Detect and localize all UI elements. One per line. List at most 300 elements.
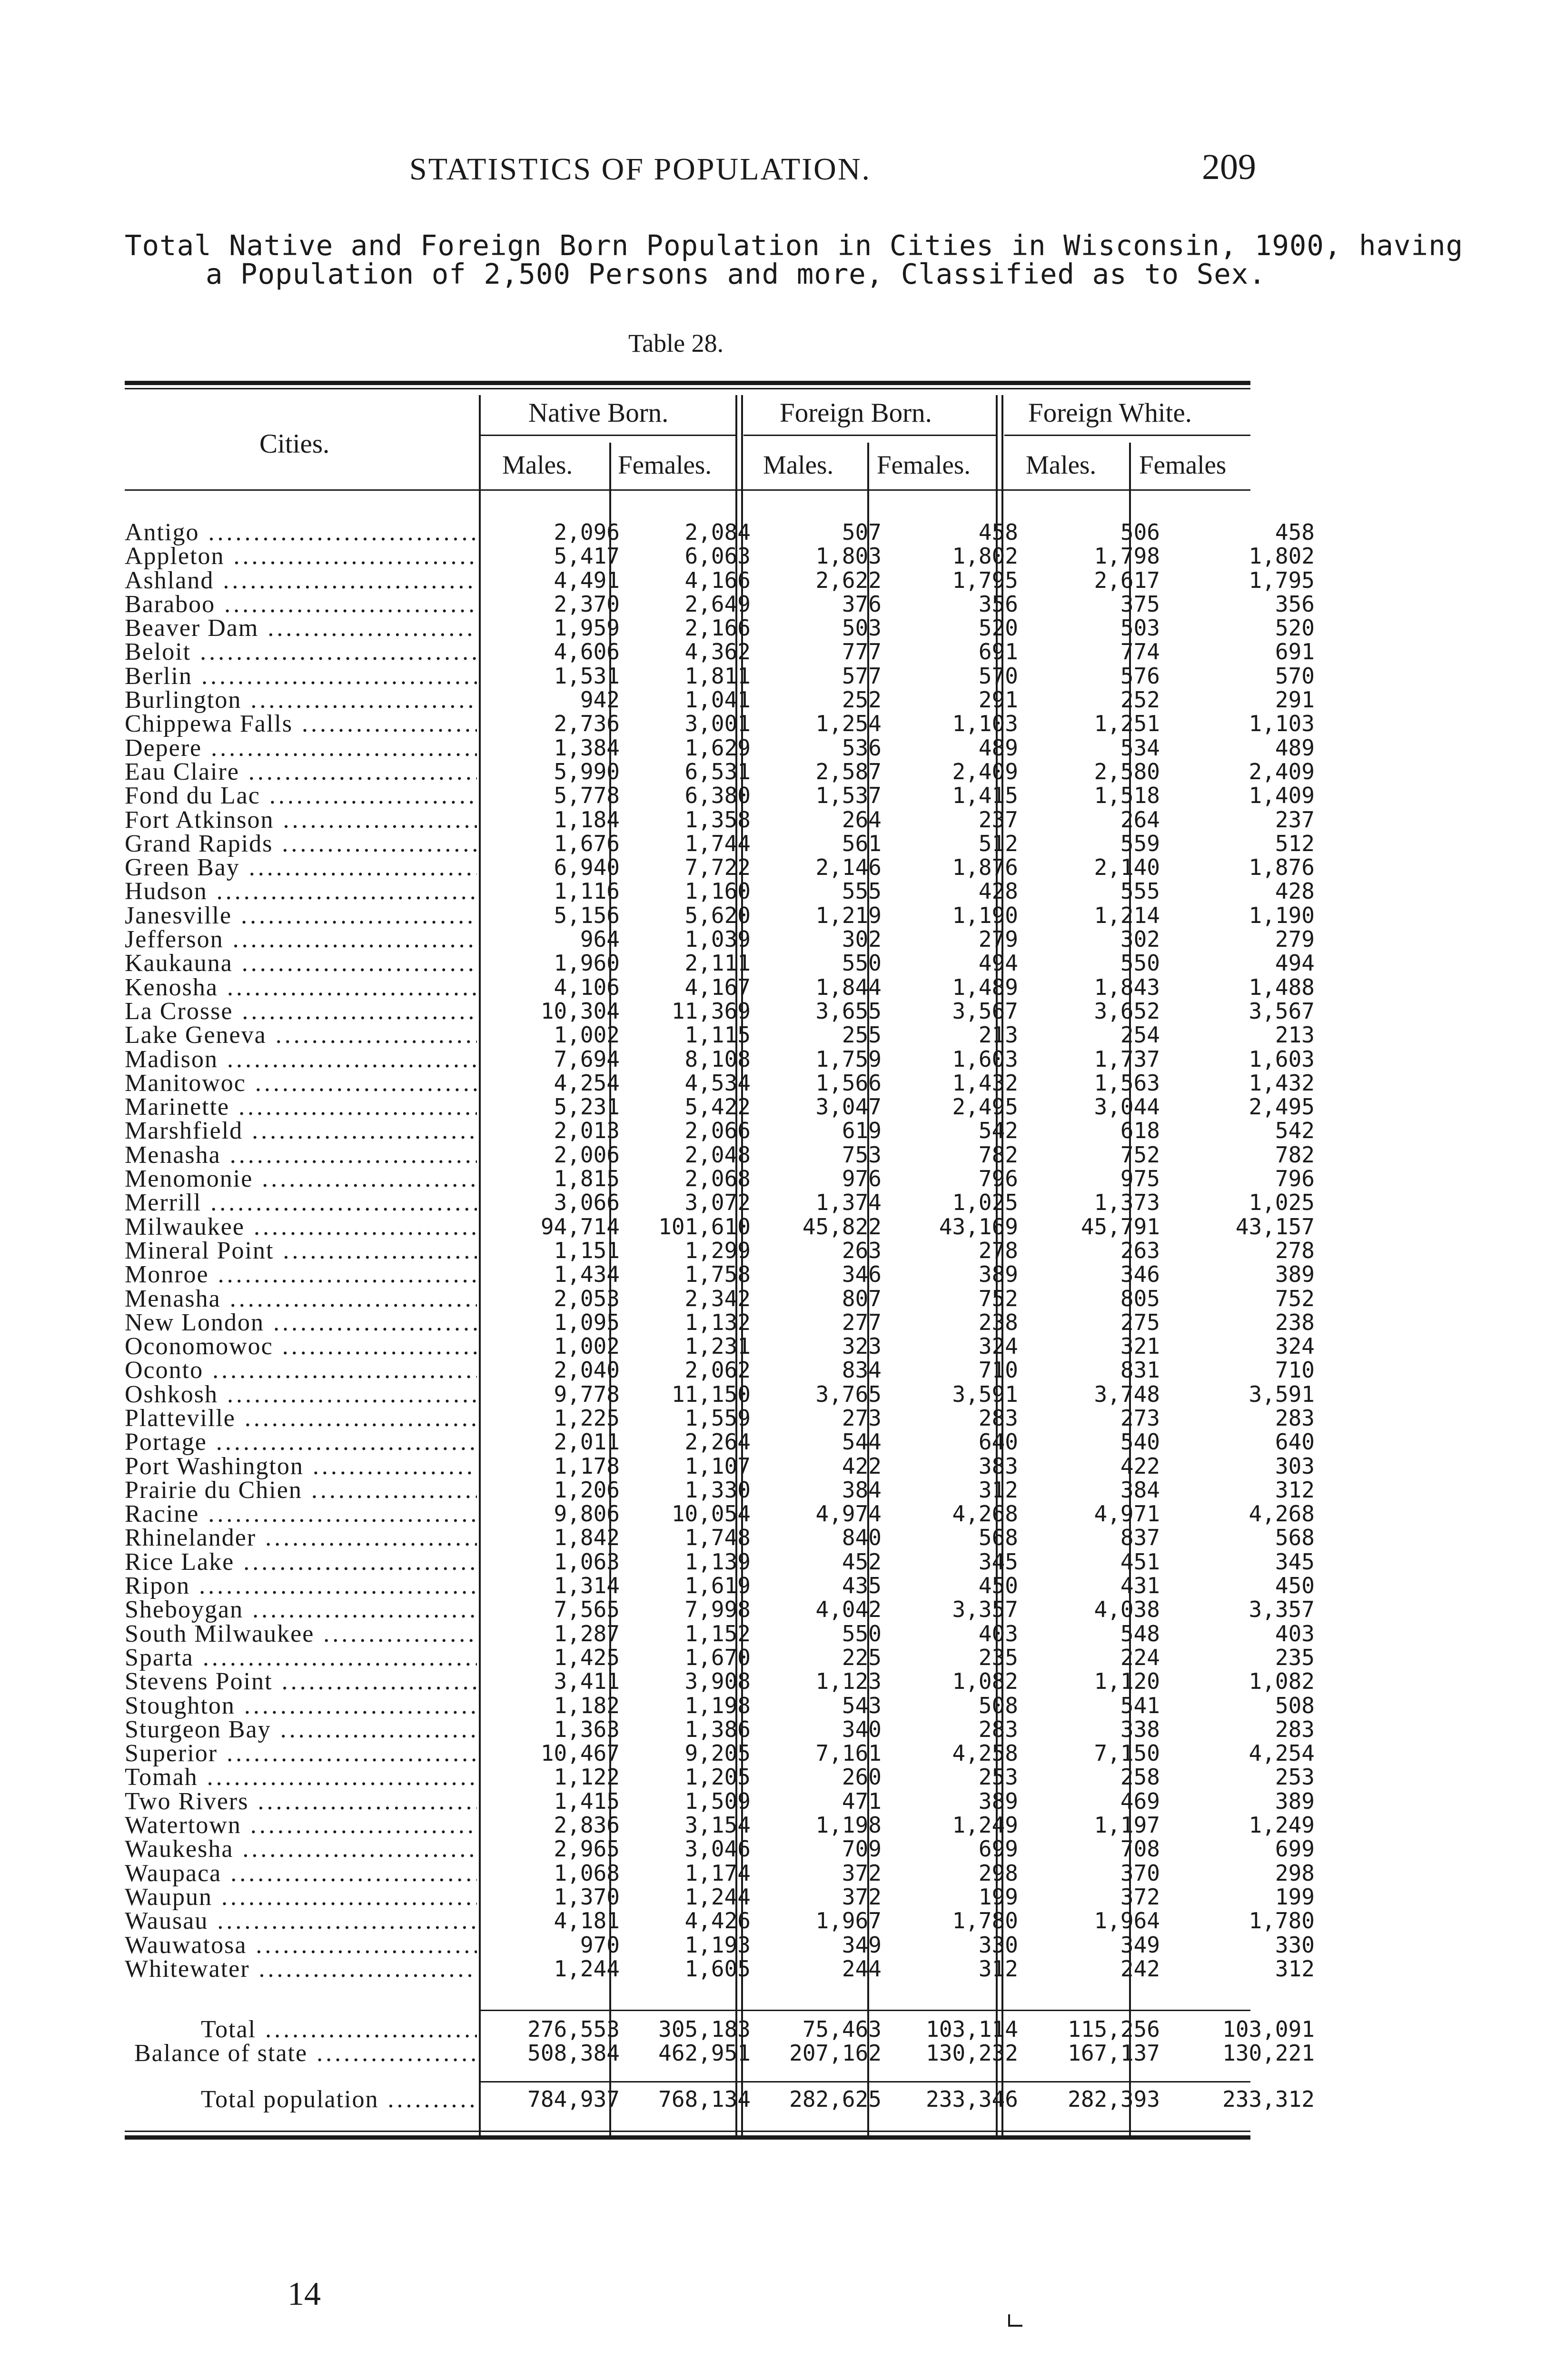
cell: 7,161 bbox=[815, 1740, 882, 1766]
cell: 1,434 bbox=[554, 1261, 620, 1288]
city-name: Waupun ..... bbox=[125, 1883, 477, 1911]
cell: 4,106 bbox=[554, 974, 620, 1000]
cell: 1,002 bbox=[554, 1333, 620, 1359]
cell: 777 bbox=[842, 639, 882, 665]
city-name: Manitowoc ..... bbox=[125, 1069, 477, 1097]
cell: 6,380 bbox=[684, 783, 751, 809]
city-name: Eau Claire ..... bbox=[125, 758, 477, 786]
cell: 2,048 bbox=[684, 1141, 751, 1168]
cell: 303 bbox=[1275, 1453, 1315, 1479]
city-name: Watertown ..... bbox=[125, 1811, 477, 1839]
cell: 224 bbox=[1120, 1644, 1160, 1670]
cell: 1,139 bbox=[684, 1548, 751, 1575]
cell: 2,096 bbox=[554, 519, 620, 545]
table-row bbox=[125, 612, 1315, 642]
cell: 1,151 bbox=[554, 1237, 620, 1263]
cell: 75,463 bbox=[802, 2016, 882, 2042]
table-row bbox=[125, 1857, 1315, 1887]
page-number: 209 bbox=[1202, 147, 1256, 187]
cell: 1,025 bbox=[952, 1190, 1018, 1216]
cell: 512 bbox=[978, 830, 1018, 856]
cell: 542 bbox=[978, 1118, 1018, 1144]
table-row bbox=[125, 1330, 1315, 1360]
table-row bbox=[125, 1115, 1315, 1145]
cell: 494 bbox=[1275, 950, 1315, 976]
cell: 384 bbox=[1120, 1477, 1160, 1503]
city-name: Menasha ..... bbox=[125, 1285, 477, 1313]
cell: 199 bbox=[978, 1884, 1018, 1910]
cell: 1,082 bbox=[1249, 1668, 1315, 1695]
cell: 1,254 bbox=[815, 711, 882, 737]
cell: 3,357 bbox=[952, 1597, 1018, 1623]
cell: 494 bbox=[978, 950, 1018, 976]
table-row bbox=[125, 1905, 1315, 1935]
cell: 469 bbox=[1120, 1788, 1160, 1814]
cell: 2,053 bbox=[554, 1285, 620, 1311]
cell: 964 bbox=[580, 926, 620, 952]
cell: 1,537 bbox=[815, 783, 882, 809]
group-header-native-born: Native Born. bbox=[528, 398, 669, 428]
group-rule-foreign bbox=[743, 435, 996, 436]
cell: 548 bbox=[1120, 1620, 1160, 1646]
cell: 1,876 bbox=[952, 854, 1018, 881]
table-row bbox=[125, 1642, 1315, 1671]
cell: 3,066 bbox=[554, 1190, 620, 1216]
cell: 275 bbox=[1120, 1309, 1160, 1335]
subheader-foreign-males: Males. bbox=[763, 450, 834, 479]
cell: 2,409 bbox=[1249, 758, 1315, 784]
cell: 264 bbox=[1120, 806, 1160, 833]
cell: 9,205 bbox=[684, 1740, 751, 1766]
city-name: South Milwaukee ..... bbox=[125, 1620, 477, 1648]
cell: 3,591 bbox=[1249, 1381, 1315, 1407]
table-row bbox=[125, 1067, 1315, 1097]
cell: 3,044 bbox=[1094, 1094, 1160, 1120]
cell: 1,603 bbox=[952, 1046, 1018, 1072]
subheader-white-females: Females bbox=[1139, 450, 1227, 479]
totals-rule bbox=[481, 2010, 1250, 2011]
table-row bbox=[125, 1474, 1315, 1504]
cell: 312 bbox=[978, 1477, 1018, 1503]
table-row bbox=[125, 1570, 1315, 1600]
cell: 403 bbox=[978, 1620, 1018, 1646]
cell: 796 bbox=[1275, 1166, 1315, 1192]
group-rule-white bbox=[1004, 435, 1250, 436]
city-name: Monroe ..... bbox=[125, 1260, 477, 1289]
cell: 1,629 bbox=[684, 734, 751, 761]
cell: 1,432 bbox=[1249, 1070, 1315, 1096]
cell: 508 bbox=[1275, 1692, 1315, 1718]
cell: 1,374 bbox=[815, 1190, 882, 1216]
cell: 5,417 bbox=[554, 543, 620, 569]
cell: 506 bbox=[1120, 519, 1160, 545]
cell: 2,580 bbox=[1094, 758, 1160, 784]
cell: 2,062 bbox=[684, 1357, 751, 1383]
cell: 774 bbox=[1120, 639, 1160, 665]
cell: 1,802 bbox=[952, 543, 1018, 569]
cell: 298 bbox=[1275, 1860, 1315, 1886]
cell: 8,108 bbox=[684, 1046, 751, 1072]
city-name: Tomah ..... bbox=[125, 1763, 477, 1791]
city-name: Ripon ..... bbox=[125, 1572, 477, 1600]
cell: 312 bbox=[1275, 1477, 1315, 1503]
table-top-rule-thin bbox=[125, 388, 1250, 389]
cell: 555 bbox=[1120, 878, 1160, 904]
table-row bbox=[125, 1594, 1315, 1624]
cell: 167,137 bbox=[1068, 2040, 1160, 2066]
cell: 1,386 bbox=[684, 1716, 751, 1742]
table-row bbox=[125, 1211, 1315, 1240]
cell: 1,566 bbox=[815, 1070, 882, 1096]
cell: 2,013 bbox=[554, 1118, 620, 1144]
city-name: Green Bay ..... bbox=[125, 853, 477, 882]
cell: 1,795 bbox=[952, 567, 1018, 593]
city-name: Wauwatosa ..... bbox=[125, 1931, 477, 1959]
cell: 1,795 bbox=[1249, 567, 1315, 593]
table-row bbox=[125, 684, 1315, 714]
cell: 541 bbox=[1120, 1692, 1160, 1718]
cell: 2,066 bbox=[684, 1118, 751, 1144]
cell: 1,198 bbox=[815, 1812, 882, 1838]
cell: 1,373 bbox=[1094, 1190, 1160, 1216]
cell: 512 bbox=[1275, 830, 1315, 856]
table-row bbox=[125, 1259, 1315, 1289]
city-name: Stoughton ..... bbox=[125, 1692, 477, 1720]
cell: 254 bbox=[1120, 1022, 1160, 1048]
cell: 1,082 bbox=[952, 1668, 1018, 1695]
city-name: Prairie du Chien ..... bbox=[125, 1476, 477, 1504]
cell: 4,254 bbox=[554, 1070, 620, 1096]
cell: 263 bbox=[842, 1237, 882, 1263]
cell: 1,330 bbox=[684, 1477, 751, 1503]
grand-total-label: Total population ..... bbox=[125, 2085, 477, 2113]
cell: 7,694 bbox=[554, 1046, 620, 1072]
cell: 3,411 bbox=[554, 1668, 620, 1695]
city-name: Milwaukee ..... bbox=[125, 1213, 477, 1241]
cell: 103,114 bbox=[926, 2016, 1018, 2042]
city-name: Depere ..... bbox=[125, 734, 477, 762]
cell: 4,268 bbox=[1249, 1501, 1315, 1527]
cell: 450 bbox=[1275, 1573, 1315, 1599]
cell: 330 bbox=[1275, 1932, 1315, 1958]
table-row bbox=[125, 1163, 1315, 1193]
group-header-foreign-white: Foreign White. bbox=[1028, 398, 1192, 428]
cell: 1,811 bbox=[684, 663, 751, 689]
cell: 324 bbox=[978, 1333, 1018, 1359]
cell: 1,605 bbox=[684, 1955, 751, 1982]
cell: 619 bbox=[842, 1118, 882, 1144]
cell: 1,068 bbox=[554, 1860, 620, 1886]
cell: 103,091 bbox=[1222, 2016, 1315, 2042]
cell: 1,231 bbox=[684, 1333, 751, 1359]
subheader-native-females: Females. bbox=[618, 450, 712, 479]
cell: 9,778 bbox=[554, 1381, 620, 1407]
city-name: Merrill ..... bbox=[125, 1189, 477, 1217]
city-name: Oshkosh ..... bbox=[125, 1380, 477, 1408]
cell: 1,409 bbox=[1249, 783, 1315, 809]
cell: 253 bbox=[1275, 1764, 1315, 1790]
cell: 237 bbox=[978, 806, 1018, 833]
city-name: Sturgeon Bay ..... bbox=[125, 1716, 477, 1744]
table-row bbox=[125, 732, 1315, 762]
cell: 1,370 bbox=[554, 1884, 620, 1910]
table-caption bbox=[125, 229, 1464, 290]
cell: 752 bbox=[1275, 1285, 1315, 1311]
cell: 796 bbox=[978, 1166, 1018, 1192]
cell: 970 bbox=[580, 1932, 620, 1958]
cell: 340 bbox=[842, 1716, 882, 1742]
cell: 782 bbox=[1275, 1141, 1315, 1168]
table-row bbox=[125, 588, 1315, 618]
cell: 11,150 bbox=[671, 1381, 751, 1407]
cell: 422 bbox=[842, 1453, 882, 1479]
cell: 1,959 bbox=[554, 615, 620, 641]
cell: 372 bbox=[1120, 1884, 1160, 1910]
city-name: Fond du Lac ..... bbox=[125, 782, 477, 810]
cell: 43,169 bbox=[939, 1213, 1018, 1240]
cell: 346 bbox=[842, 1261, 882, 1288]
cell: 252 bbox=[1120, 687, 1160, 713]
cell: 559 bbox=[1120, 830, 1160, 856]
table-row bbox=[125, 1881, 1315, 1911]
cell: 3,047 bbox=[815, 1094, 882, 1120]
cell: 450 bbox=[978, 1573, 1018, 1599]
cell: 5,422 bbox=[684, 1094, 751, 1120]
cell: 1,603 bbox=[1249, 1046, 1315, 1072]
cell: 260 bbox=[842, 1764, 882, 1790]
cell: 233,312 bbox=[1222, 2086, 1315, 2112]
cell: 7,565 bbox=[554, 1597, 620, 1623]
cell: 4,971 bbox=[1094, 1501, 1160, 1527]
cell: 305,183 bbox=[658, 2016, 751, 2042]
table-row bbox=[125, 660, 1315, 690]
city-name: Antigo ..... bbox=[125, 518, 477, 546]
table-row bbox=[125, 1546, 1315, 1576]
table-row bbox=[125, 636, 1315, 666]
cell: 6,531 bbox=[684, 758, 751, 784]
cell: 3,567 bbox=[1249, 998, 1315, 1024]
table-row bbox=[125, 1019, 1315, 1049]
cell: 1,190 bbox=[952, 902, 1018, 928]
folio-number: 14 bbox=[287, 2276, 321, 2312]
cell: 768,134 bbox=[658, 2086, 751, 2112]
cell: 618 bbox=[1120, 1118, 1160, 1144]
cell: 4,254 bbox=[1249, 1740, 1315, 1766]
cell: 540 bbox=[1120, 1429, 1160, 1455]
city-name: New London ..... bbox=[125, 1309, 477, 1337]
cell: 2,965 bbox=[554, 1836, 620, 1862]
table-row bbox=[125, 756, 1315, 785]
cell: 302 bbox=[1120, 926, 1160, 952]
table-row bbox=[125, 1283, 1315, 1312]
cell: 4,606 bbox=[554, 639, 620, 665]
city-name: Two Rivers ..... bbox=[125, 1787, 477, 1815]
cell: 2,342 bbox=[684, 1285, 751, 1311]
city-name: Kaukauna ..... bbox=[125, 949, 477, 977]
city-name: Chippewa Falls ..... bbox=[125, 710, 477, 738]
cell: 276,553 bbox=[527, 2016, 620, 2042]
cell: 233,346 bbox=[926, 2086, 1018, 2112]
cell: 1,182 bbox=[554, 1692, 620, 1718]
table-row-total bbox=[125, 2013, 1315, 2043]
cell: 577 bbox=[842, 663, 882, 689]
cell: 1,737 bbox=[1094, 1046, 1160, 1072]
cell: 1,002 bbox=[554, 1022, 620, 1048]
cell: 1,358 bbox=[684, 806, 751, 833]
cell: 1,802 bbox=[1249, 543, 1315, 569]
table-row bbox=[125, 875, 1315, 905]
cell: 640 bbox=[1275, 1429, 1315, 1455]
cell: 2,006 bbox=[554, 1141, 620, 1168]
cell: 503 bbox=[842, 615, 882, 641]
city-name: Menasha ..... bbox=[125, 1141, 477, 1169]
cell: 5,231 bbox=[554, 1094, 620, 1120]
cell: 471 bbox=[842, 1788, 882, 1814]
cell: 4,166 bbox=[684, 567, 751, 593]
city-name: La Crosse ..... bbox=[125, 997, 477, 1025]
city-name: Sparta ..... bbox=[125, 1644, 477, 1672]
table-row bbox=[125, 780, 1315, 810]
table-row bbox=[125, 1785, 1315, 1815]
cell: 1,132 bbox=[684, 1309, 751, 1335]
city-name: Janesville ..... bbox=[125, 902, 477, 930]
cell: 252 bbox=[842, 687, 882, 713]
table-row bbox=[125, 1666, 1315, 1696]
cell: 2,495 bbox=[1249, 1094, 1315, 1120]
cell: 2,084 bbox=[684, 519, 751, 545]
subheader-native-males: Males. bbox=[502, 450, 573, 479]
cell: 752 bbox=[1120, 1141, 1160, 1168]
city-name: Berlin ..... bbox=[125, 662, 477, 690]
grand-total-rule bbox=[481, 2081, 1250, 2082]
table-row bbox=[125, 1091, 1315, 1121]
cell: 3,046 bbox=[684, 1836, 751, 1862]
cell: 1,758 bbox=[684, 1261, 751, 1288]
cell: 699 bbox=[978, 1836, 1018, 1862]
cell: 1,488 bbox=[1249, 974, 1315, 1000]
cell: 1,063 bbox=[554, 1548, 620, 1575]
cell: 1,116 bbox=[554, 878, 620, 904]
cell: 389 bbox=[978, 1788, 1018, 1814]
cell: 428 bbox=[1275, 878, 1315, 904]
city-name: Marinette ..... bbox=[125, 1093, 477, 1121]
table-row bbox=[125, 972, 1315, 1001]
cell: 1,489 bbox=[952, 974, 1018, 1000]
cell: 2,409 bbox=[952, 758, 1018, 784]
cell: 507 bbox=[842, 519, 882, 545]
table-body bbox=[125, 516, 1315, 1983]
cell: 238 bbox=[978, 1309, 1018, 1335]
table-row bbox=[125, 1498, 1315, 1528]
cell: 542 bbox=[1275, 1118, 1315, 1144]
cell: 1,244 bbox=[554, 1955, 620, 1982]
cell: 2,617 bbox=[1094, 567, 1160, 593]
cell: 1,563 bbox=[1094, 1070, 1160, 1096]
cell: 1,198 bbox=[684, 1692, 751, 1718]
table-row bbox=[125, 1235, 1315, 1264]
city-name: Kenosha ..... bbox=[125, 973, 477, 1002]
group-header-foreign-born: Foreign Born. bbox=[780, 398, 932, 428]
cell: 544 bbox=[842, 1429, 882, 1455]
city-name: Platteville ..... bbox=[125, 1404, 477, 1432]
cell: 273 bbox=[842, 1405, 882, 1431]
cell: 1,509 bbox=[684, 1788, 751, 1814]
table-row bbox=[125, 1426, 1315, 1456]
cell: 283 bbox=[1275, 1405, 1315, 1431]
cell: 1,103 bbox=[952, 711, 1018, 737]
cell: 805 bbox=[1120, 1285, 1160, 1311]
cell: 1,174 bbox=[684, 1860, 751, 1886]
cell: 321 bbox=[1120, 1333, 1160, 1359]
cell: 291 bbox=[1275, 687, 1315, 713]
cell: 834 bbox=[842, 1357, 882, 1383]
cell: 1,193 bbox=[684, 1932, 751, 1958]
city-name: Wausau ..... bbox=[125, 1907, 477, 1935]
cell: 458 bbox=[978, 519, 1018, 545]
cell: 356 bbox=[1275, 591, 1315, 617]
cell: 7,998 bbox=[684, 1597, 751, 1623]
city-name: Beloit ..... bbox=[125, 638, 477, 666]
cell: 435 bbox=[842, 1573, 882, 1599]
table-row-balance bbox=[125, 2037, 1315, 2067]
city-name: Rhinelander ..... bbox=[125, 1524, 477, 1552]
city-name: Portage ..... bbox=[125, 1428, 477, 1456]
cell: 710 bbox=[978, 1357, 1018, 1383]
cell: 283 bbox=[978, 1716, 1018, 1742]
cell: 1,967 bbox=[815, 1908, 882, 1934]
city-name: Baraboo ..... bbox=[125, 590, 477, 618]
total-label: Total ..... bbox=[125, 2015, 477, 2043]
cell: 837 bbox=[1120, 1525, 1160, 1551]
table-row bbox=[125, 1690, 1315, 1719]
running-title: STATISTICS OF POPULATION. bbox=[409, 152, 871, 187]
cell: 242 bbox=[1120, 1955, 1160, 1982]
cell: 338 bbox=[1120, 1716, 1160, 1742]
cell: 9,806 bbox=[554, 1501, 620, 1527]
city-name: Fort Atkinson ..... bbox=[125, 806, 477, 834]
table-row bbox=[125, 852, 1315, 882]
cell: 1,780 bbox=[1249, 1908, 1315, 1934]
cell: 1,384 bbox=[554, 734, 620, 761]
cell: 1,844 bbox=[815, 974, 882, 1000]
cell: 244 bbox=[842, 1955, 882, 1982]
table-bottom-rule bbox=[125, 2135, 1250, 2140]
running-head bbox=[0, 147, 1546, 194]
table-row bbox=[125, 1522, 1315, 1552]
cell: 550 bbox=[842, 950, 882, 976]
city-name: Appleton ..... bbox=[125, 542, 477, 570]
cell: 1,152 bbox=[684, 1620, 751, 1646]
cell: 282,625 bbox=[789, 2086, 882, 2112]
cell: 1,115 bbox=[684, 1022, 751, 1048]
table-row bbox=[125, 1402, 1315, 1432]
table-row bbox=[125, 540, 1315, 570]
cell: 372 bbox=[842, 1860, 882, 1886]
city-name: Racine ..... bbox=[125, 1500, 477, 1528]
cell: 452 bbox=[842, 1548, 882, 1575]
cell: 561 bbox=[842, 830, 882, 856]
table-row bbox=[125, 516, 1315, 546]
cell: 4,258 bbox=[952, 1740, 1018, 1766]
cell: 1,095 bbox=[554, 1309, 620, 1335]
cell: 10,054 bbox=[671, 1501, 751, 1527]
stray-print-mark bbox=[1008, 2314, 1022, 2327]
cell: 94,714 bbox=[540, 1213, 620, 1240]
cell: 298 bbox=[978, 1860, 1018, 1886]
cell: 2,587 bbox=[815, 758, 882, 784]
cell: 253 bbox=[978, 1764, 1018, 1790]
cell: 1,780 bbox=[952, 1908, 1018, 1934]
